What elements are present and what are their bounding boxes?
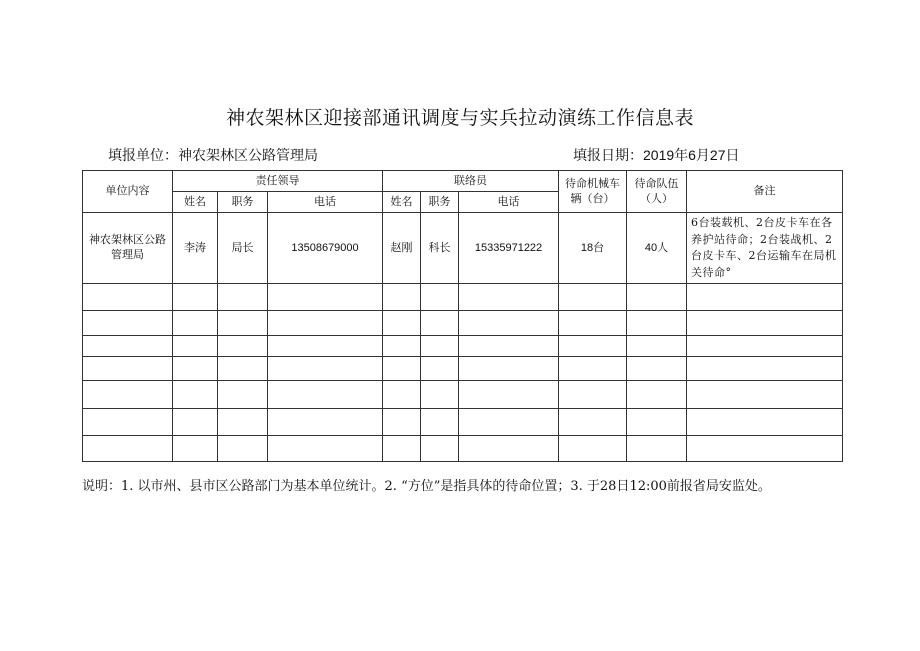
cell-contact-phone: 15335971222 <box>459 213 559 284</box>
cell-team: 40人 <box>627 213 687 284</box>
header-contact-phone: 电话 <box>459 192 559 213</box>
cell-leader-name: 李涛 <box>173 213 218 284</box>
header-leader-position: 职务 <box>218 192 268 213</box>
fill-date-label: 填报日期： <box>573 148 643 164</box>
header-row-1 <box>83 171 843 192</box>
info-table <box>82 170 843 462</box>
header-leader-phone: 电话 <box>268 192 383 213</box>
empty-row <box>83 436 843 462</box>
cell-contact-position: 科长 <box>421 213 459 284</box>
header-unit: 单位内容 <box>83 171 173 213</box>
table-row <box>83 213 843 284</box>
header-contact-name: 姓名 <box>383 192 421 213</box>
cell-contact-name: 赵刚 <box>383 213 421 284</box>
fill-date-value: 2019年6月27日 <box>643 147 740 163</box>
header-machines: 待命机械车辆（台） <box>559 171 627 213</box>
cell-remarks: 6台装载机、2台皮卡车在各养护站待命；2台装战机、2台皮卡车、2台运输车在局机关待命° <box>687 213 843 284</box>
cell-machines: 18台 <box>559 213 627 284</box>
header-team: 待命队伍（人） <box>627 171 687 213</box>
page-title: 神农架林区迎接部通讯调度与实兵拉动演练工作信息表 <box>225 107 694 129</box>
cell-unit: 神农架林区公路管理局 <box>83 213 173 284</box>
fill-unit <box>108 145 318 165</box>
cell-leader-phone: 13508679000 <box>268 213 383 284</box>
empty-row <box>83 336 843 357</box>
footnote: 说明：1. 以市州、县市区公路部门为基本单位统计。2. “方位”是指具体的待命位置；3. 于28日12:00前报省局安监处。 <box>82 479 771 494</box>
empty-row <box>83 311 843 336</box>
header-remarks: 备注 <box>687 171 843 213</box>
empty-row <box>83 381 843 409</box>
header-contact-position: 职务 <box>421 192 459 213</box>
empty-row <box>83 357 843 381</box>
fill-date <box>573 145 740 165</box>
empty-row <box>83 284 843 311</box>
header-contact-group: 联络员 <box>383 171 559 192</box>
fill-unit-label: 填报单位： <box>108 148 178 164</box>
empty-row <box>83 409 843 436</box>
cell-leader-position: 局长 <box>218 213 268 284</box>
fill-unit-value: 神农架林区公路管理局 <box>178 148 318 164</box>
header-leader-name: 姓名 <box>173 192 218 213</box>
header-leader-group: 责任领导 <box>173 171 383 192</box>
